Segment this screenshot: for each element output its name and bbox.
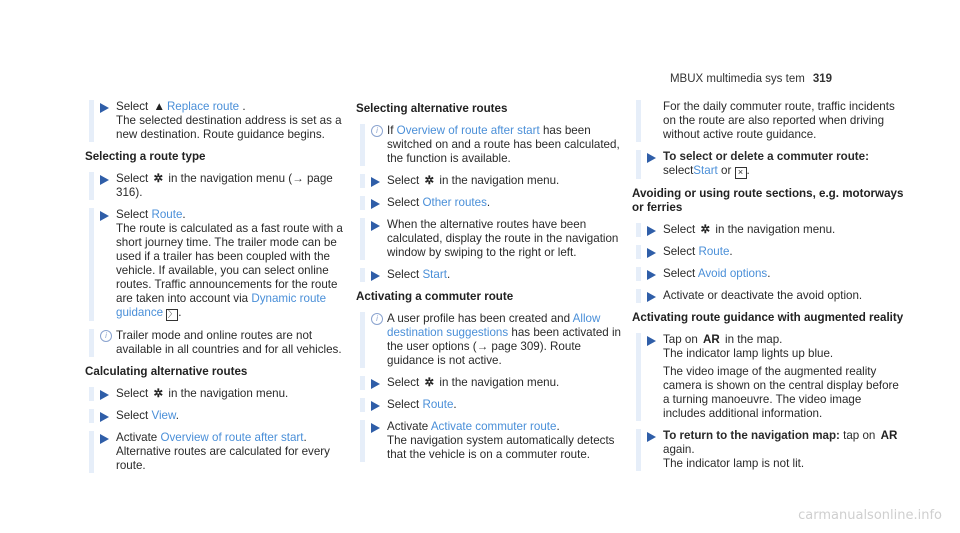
allow-destination-suggestions-link[interactable]: Allow destination suggestions	[387, 312, 601, 339]
column-3	[632, 100, 904, 479]
chevron-right-icon: 〉	[167, 309, 177, 319]
arrow-icon	[371, 221, 380, 231]
route-link[interactable]: Route	[698, 245, 730, 258]
navigation-arrow-icon: ▲	[153, 100, 165, 113]
arrow-icon	[100, 211, 109, 221]
delete-icon[interactable]: ×	[735, 167, 747, 179]
arrow-icon	[647, 153, 656, 163]
info-note: i Trailer mode and online routes are not available in all countries and for all vehicles.	[89, 329, 357, 357]
view-link[interactable]: View	[151, 409, 176, 422]
column-2	[356, 100, 628, 470]
step: When the alternative routes have been calculated, display the route in the navigation window by swiping to the right or left.	[360, 218, 628, 260]
page-header	[670, 72, 832, 86]
section-heading: Selecting alternative routes	[356, 102, 508, 115]
manual-title: MBUX multimedia sys tem	[669, 73, 805, 85]
info-icon: i	[371, 125, 383, 137]
watermark: carmanualsonline.info	[798, 508, 942, 523]
arrow-icon	[371, 423, 380, 433]
route-link[interactable]: Route	[422, 398, 454, 411]
arrow-icon	[371, 177, 380, 187]
section-heading: Avoiding or using route sections, e.g. motorways or ferries	[632, 187, 904, 214]
arrow-icon	[647, 270, 656, 280]
overview-route-link[interactable]: Overview of route after start	[396, 124, 540, 137]
ar-icon[interactable]: AR	[880, 429, 898, 442]
info-note: i If Overview of route after start has been switched on and a route has been calculated, the function is available.	[360, 124, 628, 166]
settings-icon: ✲	[424, 174, 435, 187]
step: Tap on AR in the map. The indicator lamp lights up blue. The video image of the augmented reality camera is shown on the central display before a turning manoeuvre. The video image includes additional information.	[636, 333, 904, 421]
arrow-icon	[371, 199, 380, 209]
section-heading: Selecting a route type	[85, 150, 206, 163]
step: Select Avoid options.	[636, 267, 904, 281]
overview-route-link[interactable]: Overview of route after start	[160, 431, 304, 444]
step: To return to the navigation map: tap on AR again. The indicator lamp is not lit.	[636, 429, 904, 471]
settings-icon: ✲	[153, 387, 164, 400]
route-link[interactable]: Route	[151, 208, 183, 221]
section-heading: Activating a commuter route	[356, 290, 514, 303]
activate-commuter-route-link[interactable]: Activate commuter route	[430, 420, 557, 433]
other-routes-link[interactable]: Other routes	[422, 196, 487, 209]
arrow-icon	[100, 434, 109, 444]
settings-icon: ✲	[424, 376, 435, 389]
step: Select Route. The route is calculated as a fast route with a short journey time. The trailer mode can be used if a trailer has been coupled with the vehicle. If available, you can select online routes. Traffic announcements for the route are taken into account via Dynamic route guidance 〉 .	[89, 208, 357, 321]
ar-icon[interactable]: AR	[703, 333, 720, 346]
step: To select or delete a commuter route: selectStart or × .	[636, 150, 904, 179]
arrow-icon	[100, 390, 109, 400]
settings-icon: ✲	[700, 223, 711, 236]
arrow-icon	[647, 292, 656, 302]
start-link[interactable]: Start	[422, 268, 447, 281]
arrow-icon	[100, 175, 109, 185]
step: Select ✲ in the navigation menu (→ page 316).	[89, 172, 357, 200]
step: Select ✲ in the navigation menu.	[360, 174, 628, 188]
arrow-icon	[647, 226, 656, 236]
step: Select ✲ in the navigation menu.	[360, 376, 628, 390]
page-number: 319	[812, 73, 832, 85]
step: Select Start.	[360, 268, 628, 282]
info-icon: i	[100, 330, 112, 342]
step: Select View.	[89, 409, 357, 423]
section-heading: Calculating alternative routes	[85, 365, 248, 378]
arrow-icon	[371, 271, 380, 281]
step: Select Route.	[360, 398, 628, 412]
info-icon: i	[371, 313, 383, 325]
avoid-options-link[interactable]: Avoid options	[697, 267, 768, 280]
column-1	[85, 100, 357, 481]
arrow-icon	[371, 401, 380, 411]
step: Activate Overview of route after start. Alternative routes are calculated for every route.	[89, 431, 357, 473]
step: Activate Activate commuter route. The navigation system automatically detects that the vehicle is on a commuter route.	[360, 420, 628, 462]
continued-paragraph: For the daily commuter route, traffic incidents on the route are also reported when driving without active route guidance.	[636, 100, 904, 142]
step: Select Other routes.	[360, 196, 628, 210]
arrow-icon	[647, 336, 656, 346]
section-heading: Activating route guidance with augmented reality	[632, 311, 904, 324]
replace-route-link[interactable]: Replace route	[166, 100, 240, 113]
step: Select ✲ in the navigation menu.	[636, 223, 904, 237]
step: Activate or deactivate the avoid option.	[636, 289, 904, 303]
arrow-icon	[371, 379, 380, 389]
arrow-icon	[100, 103, 109, 113]
arrow-icon	[647, 432, 656, 442]
start-link[interactable]: Start	[693, 164, 718, 177]
step: Select Route.	[636, 245, 904, 259]
dynamic-route-guidance-link[interactable]: Dynamic route guidance	[116, 292, 327, 319]
settings-icon: ✲	[153, 172, 164, 185]
step: Select ▲ Replace route . The selected destination address is set as a new destination. Route guidance begins.	[89, 100, 357, 142]
arrow-icon	[100, 412, 109, 422]
arrow-icon	[647, 248, 656, 258]
info-note: i A user profile has been created and Allow destination suggestions has been activated in the user options (→ page 309). Route guidance is not active.	[360, 312, 628, 368]
step: Select ✲ in the navigation menu.	[89, 387, 357, 401]
